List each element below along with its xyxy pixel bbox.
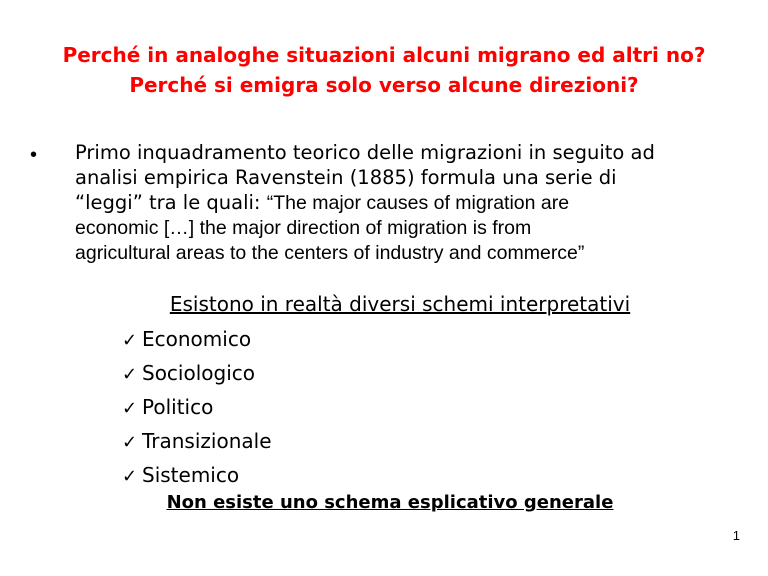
list-item (122, 390, 272, 424)
checkmark-icon: ✓ (122, 466, 138, 487)
scheme-label: Economico (142, 327, 252, 351)
bullet-line-3-quote: “The major causes of migration are (266, 192, 570, 214)
page-number: 1 (732, 528, 740, 543)
bullet-line-3-intro: “leggi” tra le quali: (75, 191, 267, 214)
bullet-text (75, 140, 745, 266)
conclusion (0, 490, 768, 516)
slide-title (0, 40, 768, 100)
list-item (122, 322, 272, 356)
bullet-line-2: analisi empirica Ravenstein (1885) formula una serie di (75, 166, 617, 189)
list-item (122, 424, 272, 458)
title-line-2: Perché si emigra solo verso alcune direzioni? (129, 73, 639, 97)
title-line-1: Perché in analoghe situazioni alcuni migrano ed altri no? (62, 43, 706, 67)
bullet-marker: • (30, 144, 38, 166)
scheme-list (122, 322, 272, 492)
subheading-text: Esistono in realtà diversi schemi interpretativi (169, 292, 631, 316)
scheme-label: Transizionale (142, 429, 272, 453)
checkmark-icon: ✓ (122, 432, 138, 453)
checkmark-icon: ✓ (122, 330, 138, 351)
conclusion-text: Non esiste uno schema esplicativo generale (166, 492, 614, 513)
scheme-label: Sociologico (142, 361, 255, 385)
scheme-label: Sistemico (142, 463, 240, 487)
bullet-line-5: agricultural areas to the centers of industry and commerce” (75, 242, 585, 264)
list-item (122, 458, 272, 492)
checkmark-icon: ✓ (122, 398, 138, 419)
bullet-line-3 (75, 190, 745, 216)
list-item (122, 356, 272, 390)
checkmark-icon: ✓ (122, 364, 138, 385)
scheme-label: Politico (142, 395, 214, 419)
bullet-line-4: economic […] the major direction of migration is from (75, 217, 532, 239)
subheading (0, 290, 768, 318)
bullet-line-1: Primo inquadramento teorico delle migrazioni in seguito ad (75, 141, 655, 164)
